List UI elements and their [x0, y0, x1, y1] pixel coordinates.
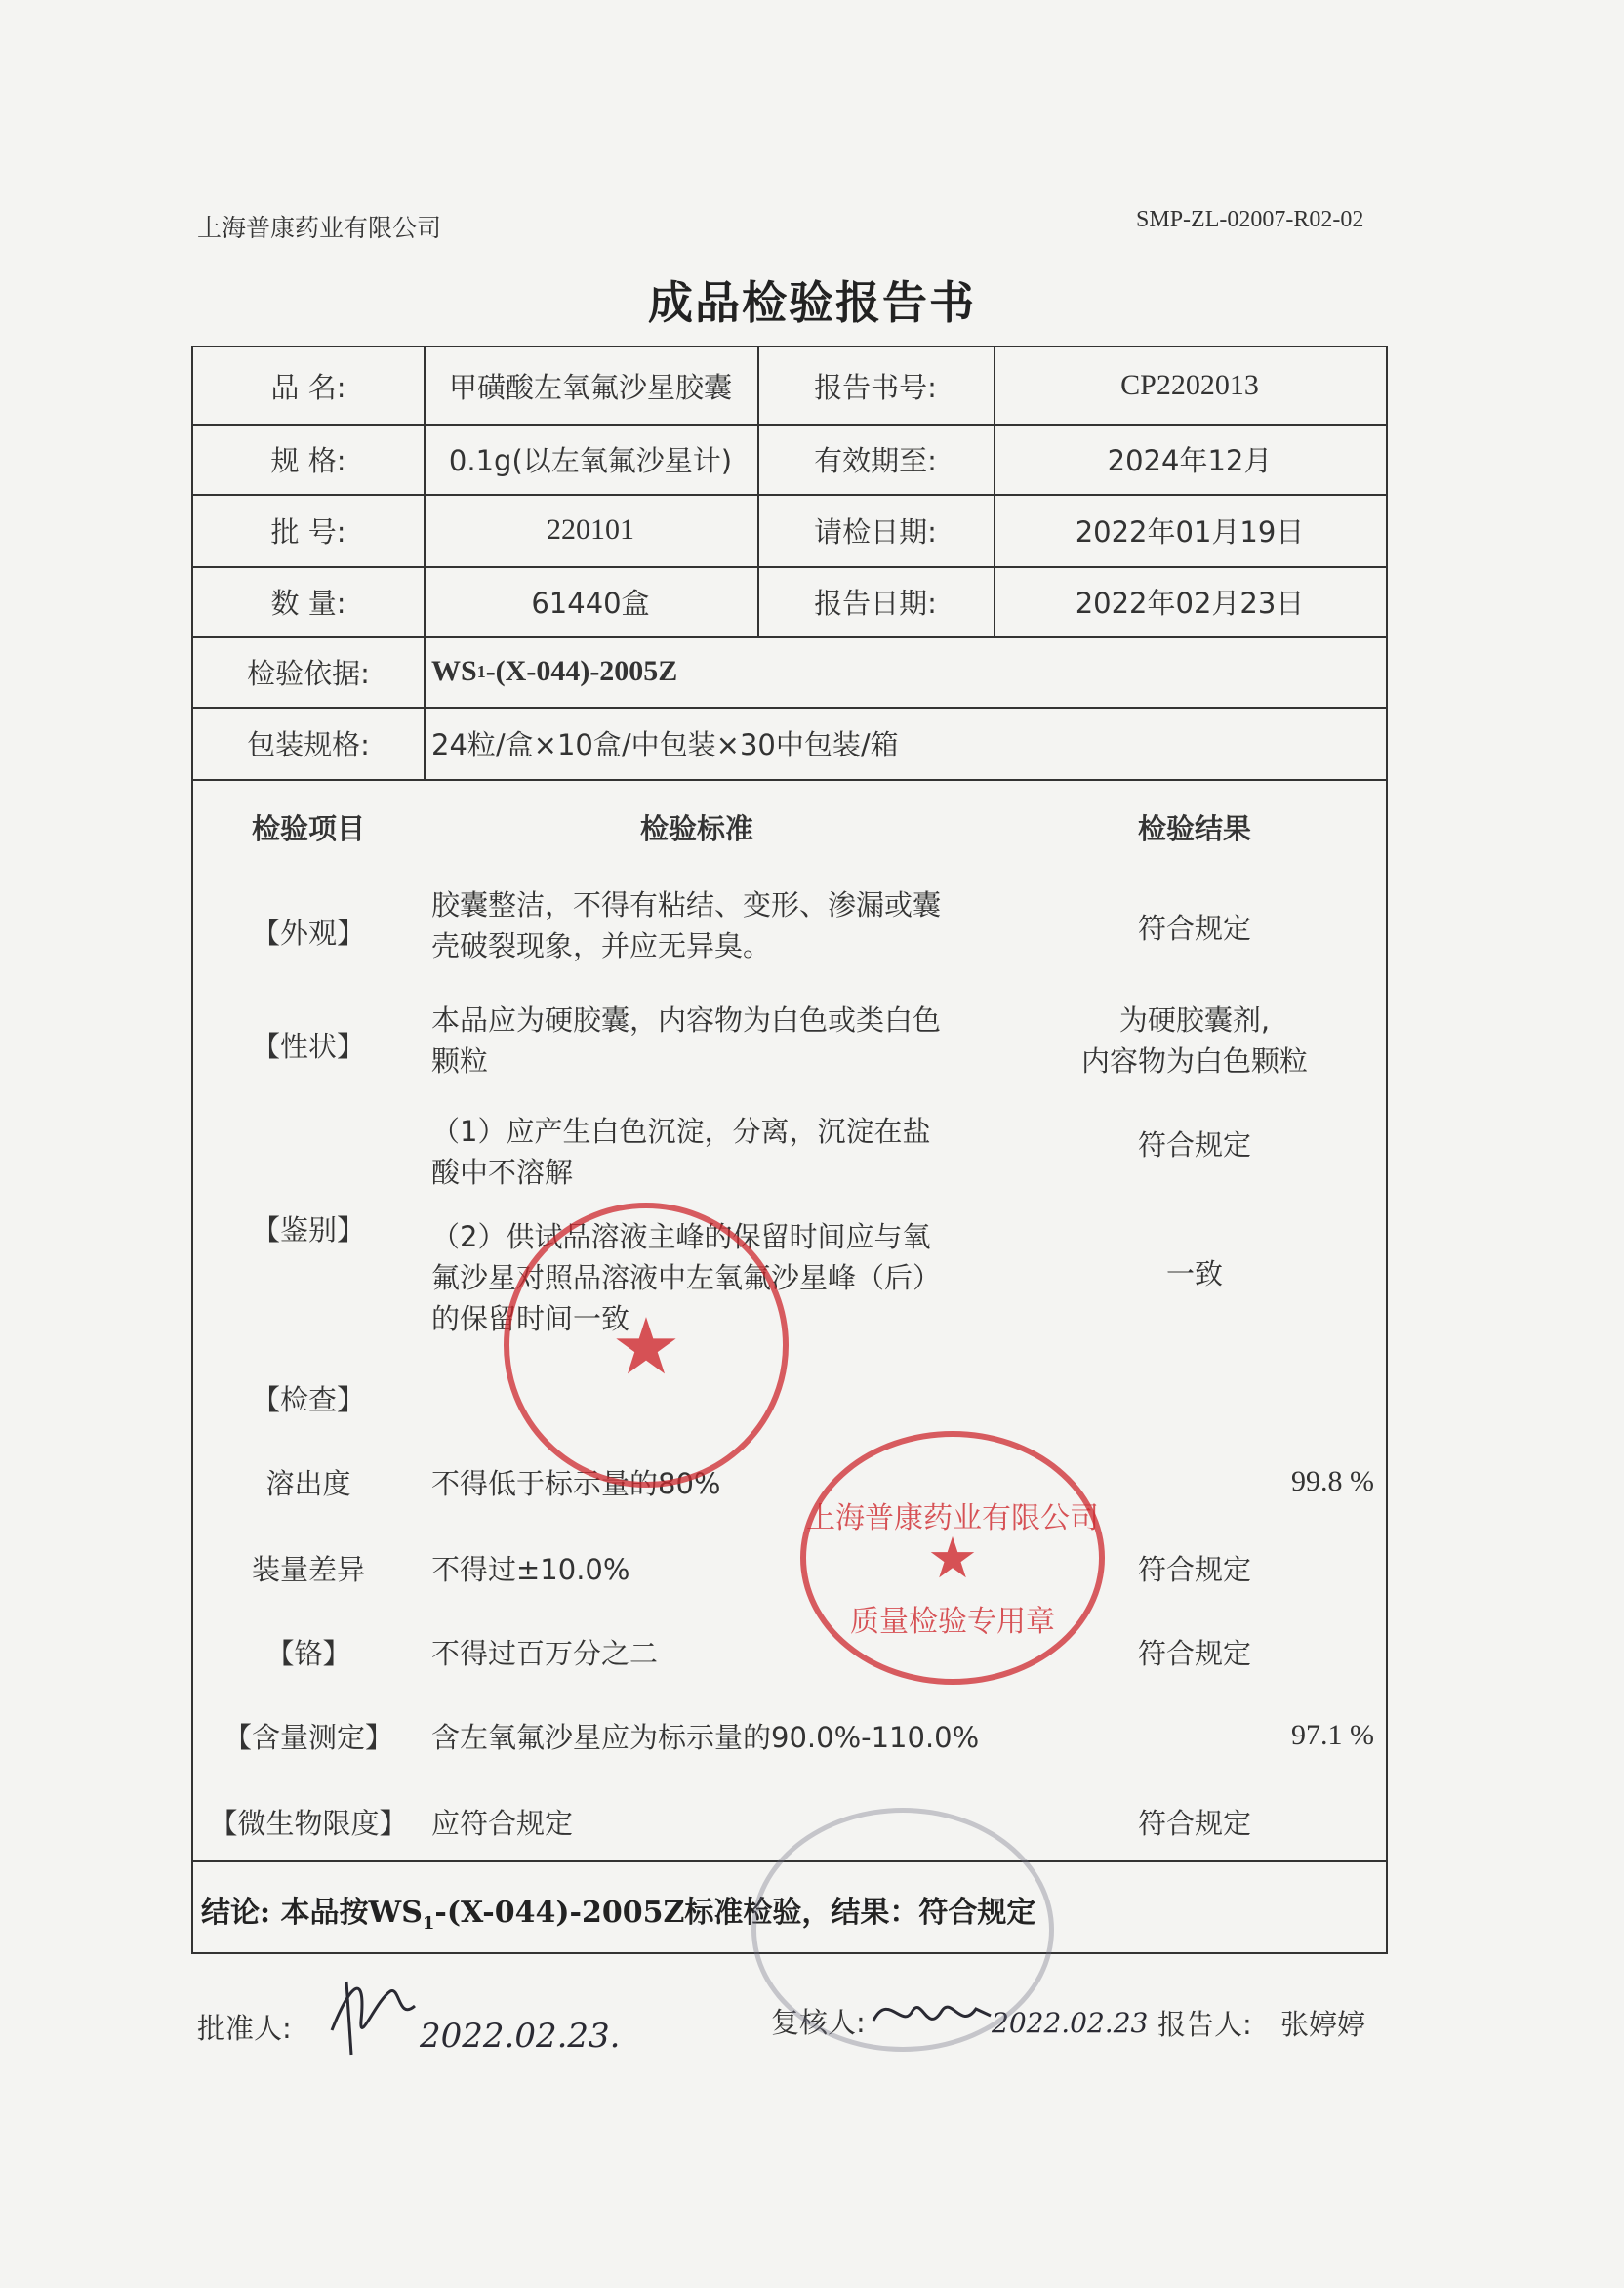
test-name-character: 【性状】 — [251, 1029, 365, 1063]
spec-label: 规 格: — [270, 443, 346, 477]
test-result-character: 为硬胶囊剂, 内容物为白色颗粒 — [1080, 1003, 1308, 1078]
grey-qc-stamp — [751, 1808, 1054, 2052]
request-date-value: 2022年01月19日 — [1075, 514, 1305, 549]
column-header-standard: 检验标准 — [639, 811, 753, 845]
test-standard-chromium: 不得过百万分之二 — [431, 1636, 659, 1670]
test-result-identification-1: 符合规定 — [1137, 1127, 1251, 1162]
product-name-label: 品 名: — [270, 370, 346, 404]
test-result-identification-2: 一致 — [1165, 1256, 1223, 1290]
expiry-label: 有效期至: — [814, 443, 937, 477]
quantity-label: 数 量: — [270, 586, 346, 620]
reporter-label: 报告人: — [1157, 2008, 1252, 2041]
quantity-value: 61440盒 — [531, 586, 650, 620]
package-value: 24粒/盒×10盒/中包装×30中包装/箱 — [431, 727, 899, 761]
request-date-label: 请检日期: — [814, 514, 937, 549]
test-name-appearance: 【外观】 — [251, 916, 365, 950]
spec-value: 0.1g(以左氧氟沙星计) — [448, 443, 733, 477]
test-standard-microbial: 应符合规定 — [431, 1806, 574, 1840]
basis-label: 检验依据: — [247, 656, 370, 690]
report-date-label: 报告日期: — [814, 586, 937, 620]
product-name-value: 甲磺酸左氧氟沙星胶囊 — [448, 370, 732, 404]
test-standard-identification-2: （2）供试品溶液主峰的保留时间应与氧 氟沙星对照品溶液中左氧氟沙星峰（后） 的保留时间一致 — [431, 1220, 942, 1335]
test-result-chromium: 符合规定 — [1137, 1636, 1251, 1670]
package-label: 包装规格: — [247, 727, 370, 761]
reviewer-date: 2022.02.23 — [992, 2007, 1149, 2039]
column-header-item: 检验项目 — [251, 811, 365, 845]
test-standard-dissolution: 不得低于标示量的80% — [431, 1466, 721, 1500]
test-name-dissolution: 溶出度 — [265, 1466, 351, 1500]
report-no-value: CP2202013 — [1120, 369, 1259, 401]
test-name-identification: 【鉴别】 — [251, 1212, 365, 1246]
batch-value: 220101 — [547, 513, 634, 546]
approver-date: 2022.02.23. — [420, 2017, 621, 2056]
red-seal-stamp-left: ★ — [504, 1203, 789, 1488]
test-result-assay: 97.1 % — [1291, 1719, 1374, 1751]
basis-value: WS 1 -(X-044)-2005Z — [431, 655, 678, 687]
report-table — [191, 346, 1388, 1954]
report-date-value: 2022年02月23日 — [1075, 586, 1305, 620]
test-result-weight-variation: 符合规定 — [1137, 1552, 1251, 1586]
expiry-value: 2024年12月 — [1107, 443, 1273, 477]
conclusion: 结论: 本品按$WS_1-(X-044)-2005Z$标准检验，结果：符合规定 — [201, 1896, 1036, 1934]
test-name-assay: 【含量测定】 — [223, 1720, 393, 1754]
test-standard-assay: 含左氧氟沙星应为标示量的90.0%-110.0% — [431, 1720, 980, 1754]
red-qc-stamp: 上海普康药业有限公司 ★ 质量检验专用章 — [800, 1431, 1105, 1685]
test-name-inspection: 【检查】 — [251, 1382, 365, 1416]
document-code: SMP-ZL-02007-R02-02 — [1136, 207, 1364, 232]
approver-label: 批准人: — [197, 2012, 292, 2045]
approver-signature — [322, 1962, 429, 2060]
test-result-appearance: 符合规定 — [1137, 911, 1251, 945]
test-standard-character: 本品应为硬胶囊，内容物为白色或类白色 颗粒 — [431, 1003, 942, 1078]
test-standard-weight-variation: 不得过±10.0% — [431, 1552, 630, 1586]
test-name-chromium: 【铬】 — [265, 1636, 351, 1670]
company-name: 上海普康药业有限公司 — [197, 214, 442, 242]
report-no-label: 报告书号: — [814, 370, 937, 404]
column-header-result: 检验结果 — [1137, 811, 1251, 845]
test-result-dissolution: 99.8 % — [1291, 1465, 1374, 1497]
test-standard-appearance: 胶囊整洁，不得有粘结、变形、渗漏或囊 壳破裂现象，并应无异臭。 — [431, 888, 942, 962]
test-result-microbial: 符合规定 — [1137, 1806, 1251, 1840]
reviewer-label: 复核人: — [771, 2006, 866, 2039]
batch-label: 批 号: — [270, 514, 346, 549]
test-name-weight-variation: 装量差异 — [251, 1552, 365, 1586]
test-standard-identification-1: （1）应产生白色沉淀，分离，沉淀在盐 酸中不溶解 — [431, 1115, 931, 1189]
reporter-name: 张婷婷 — [1280, 2008, 1366, 2041]
test-name-microbial: 【微生物限度】 — [209, 1806, 408, 1840]
page-title: 成品检验报告书 — [648, 276, 976, 329]
